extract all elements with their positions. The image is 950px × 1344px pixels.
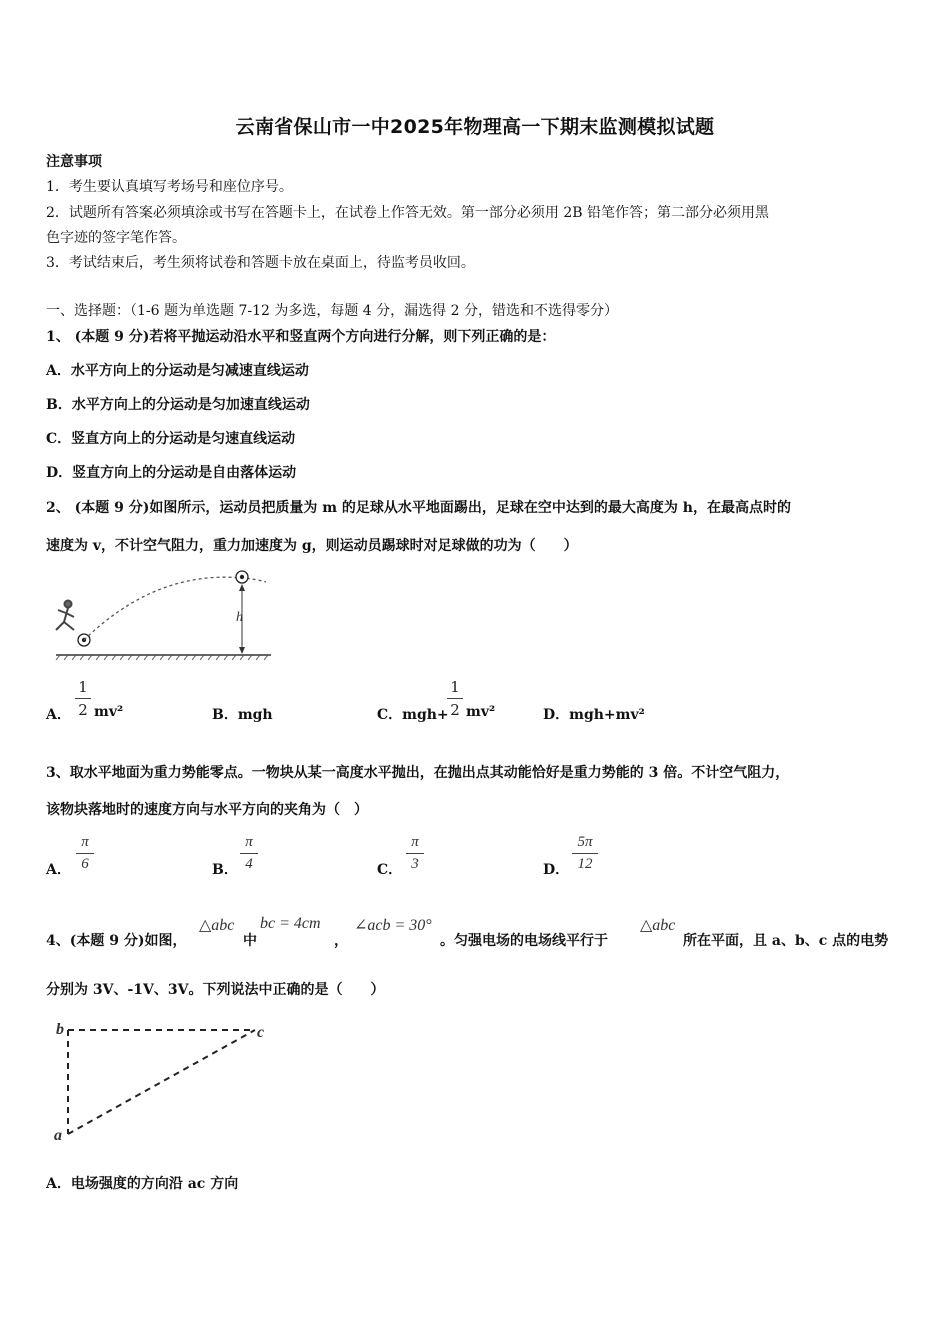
question-1-option-b: B．水平方向上的分运动是匀加速直线运动 bbox=[46, 397, 310, 413]
question-4-stem-prefix: 4、(本题 9 分)如图， bbox=[46, 933, 187, 949]
fraction-numerator: π bbox=[411, 834, 419, 850]
question-2-option-b: B．mgh bbox=[212, 707, 273, 723]
figure-label-a: a bbox=[54, 1127, 62, 1144]
question-2-option-d: D．mgh+mv² bbox=[543, 707, 645, 723]
figure-label-b: b bbox=[56, 1021, 64, 1038]
question-2-option-a-label: A． bbox=[46, 707, 71, 723]
bc-length: bc = 4cm bbox=[260, 915, 321, 932]
fraction-numerator: 5π bbox=[577, 834, 593, 850]
fraction-numerator: 1 bbox=[78, 678, 88, 696]
fraction-denominator: 2 bbox=[450, 701, 460, 719]
question-1-option-c: C．竖直方向上的分运动是匀速直线运动 bbox=[46, 431, 296, 447]
section-heading: 一、选择题：（1-6 题为单选题 7-12 为多选，每题 4 分，漏选得 2 分，错选和不选得零分） bbox=[46, 303, 618, 319]
notice-heading: 注意事项 bbox=[46, 154, 102, 170]
page-title: 云南省保山市一中2025年物理高一下期末监测模拟试题 bbox=[235, 116, 715, 138]
question-2-stem-line1: 2、 (本题 9 分)如图所示，运动员把质量为 m 的足球从水平地面踢出，足球在空中达到的最大高度为 h，在最高点时的 bbox=[46, 500, 791, 516]
fraction-denominator: 6 bbox=[81, 856, 89, 872]
question-4-stem-line2: 分别为 3V、-1V、3V。下列说法中正确的是（ ） bbox=[46, 982, 385, 998]
notice-item: 色字迹的签字笔作答。 bbox=[46, 230, 186, 246]
question-2-option-c-fraction bbox=[447, 678, 463, 719]
fraction-numerator: π bbox=[245, 834, 253, 850]
fraction-denominator: 4 bbox=[245, 856, 253, 872]
question-2-option-a-tail: mv² bbox=[94, 704, 124, 720]
fraction-numerator: 1 bbox=[450, 678, 460, 696]
question-4-stem-suffix: 所在平面，且 a、b、c 点的电势 bbox=[683, 933, 889, 949]
question-3-option-c-label: C． bbox=[377, 862, 403, 878]
question-1-stem: 1、 (本题 9 分)若将平抛运动沿水平和竖直两个方向进行分解，则下列正确的是： bbox=[46, 329, 556, 345]
notice-item: 2．试题所有答案必须填涂或书写在答题卡上，在试卷上作答无效。第一部分必须用 2B 铅笔作答；第二部分必须用黑 bbox=[46, 205, 769, 221]
question-1-option-d: D．竖直方向上的分运动是自由落体运动 bbox=[46, 465, 297, 481]
question-3-option-b-fraction bbox=[240, 834, 258, 873]
question-3-option-a-label: A． bbox=[46, 862, 71, 878]
question-3-stem-line1: 3、取水平地面为重力势能零点。一物块从某一高度水平抛出，在抛出点其动能恰好是重力势能的 3 倍。不计空气阻力， bbox=[46, 765, 790, 781]
question-4-option-a: A．电场强度的方向沿 ac 方向 bbox=[46, 1176, 239, 1192]
notice-item: 3．考试结束后，考生须将试卷和答题卡放在桌面上，待监考员收回。 bbox=[46, 255, 475, 271]
question-2-option-c-tail: mv² bbox=[466, 704, 496, 720]
question-2-option-a-fraction bbox=[75, 678, 91, 719]
fraction-numerator: π bbox=[81, 834, 89, 850]
triangle-figure bbox=[50, 1018, 280, 1148]
question-3-option-b-label: B． bbox=[212, 862, 238, 878]
question-1-option-a: A．水平方向上的分运动是匀减速直线运动 bbox=[46, 363, 309, 379]
fraction-denominator: 2 bbox=[78, 701, 88, 719]
figure-label-c: c bbox=[257, 1024, 265, 1041]
comma: ， bbox=[334, 933, 348, 949]
figure-label-h: h bbox=[236, 610, 243, 625]
question-2-option-c-label: C．mgh+ bbox=[377, 707, 449, 723]
fraction-denominator: 12 bbox=[577, 856, 593, 872]
question-3-option-d-fraction bbox=[572, 834, 598, 873]
question-4-stem-middle: 。匀强电场的电场线平行于 bbox=[440, 933, 608, 949]
question-3-option-a-fraction bbox=[76, 834, 94, 873]
question-3-stem-line2: 该物块落地时的速度方向与水平方向的夹角为（ ） bbox=[46, 802, 368, 818]
angle-acb: ∠acb = 30° bbox=[354, 917, 432, 934]
text-zhong: 中 bbox=[243, 933, 257, 949]
question-3-option-d-label: D． bbox=[543, 862, 570, 878]
triangle-abc: △abc bbox=[640, 917, 676, 934]
triangle-abc: △abc bbox=[199, 917, 235, 934]
question-3-option-c-fraction bbox=[406, 834, 424, 873]
fraction-denominator: 3 bbox=[411, 856, 419, 872]
question-2-stem-line2: 速度为 v，不计空气阻力，重力加速度为 g，则运动员踢球时对足球做的功为（ ） bbox=[46, 538, 578, 554]
notice-item: 1．考生要认真填写考场号和座位序号。 bbox=[46, 179, 293, 195]
